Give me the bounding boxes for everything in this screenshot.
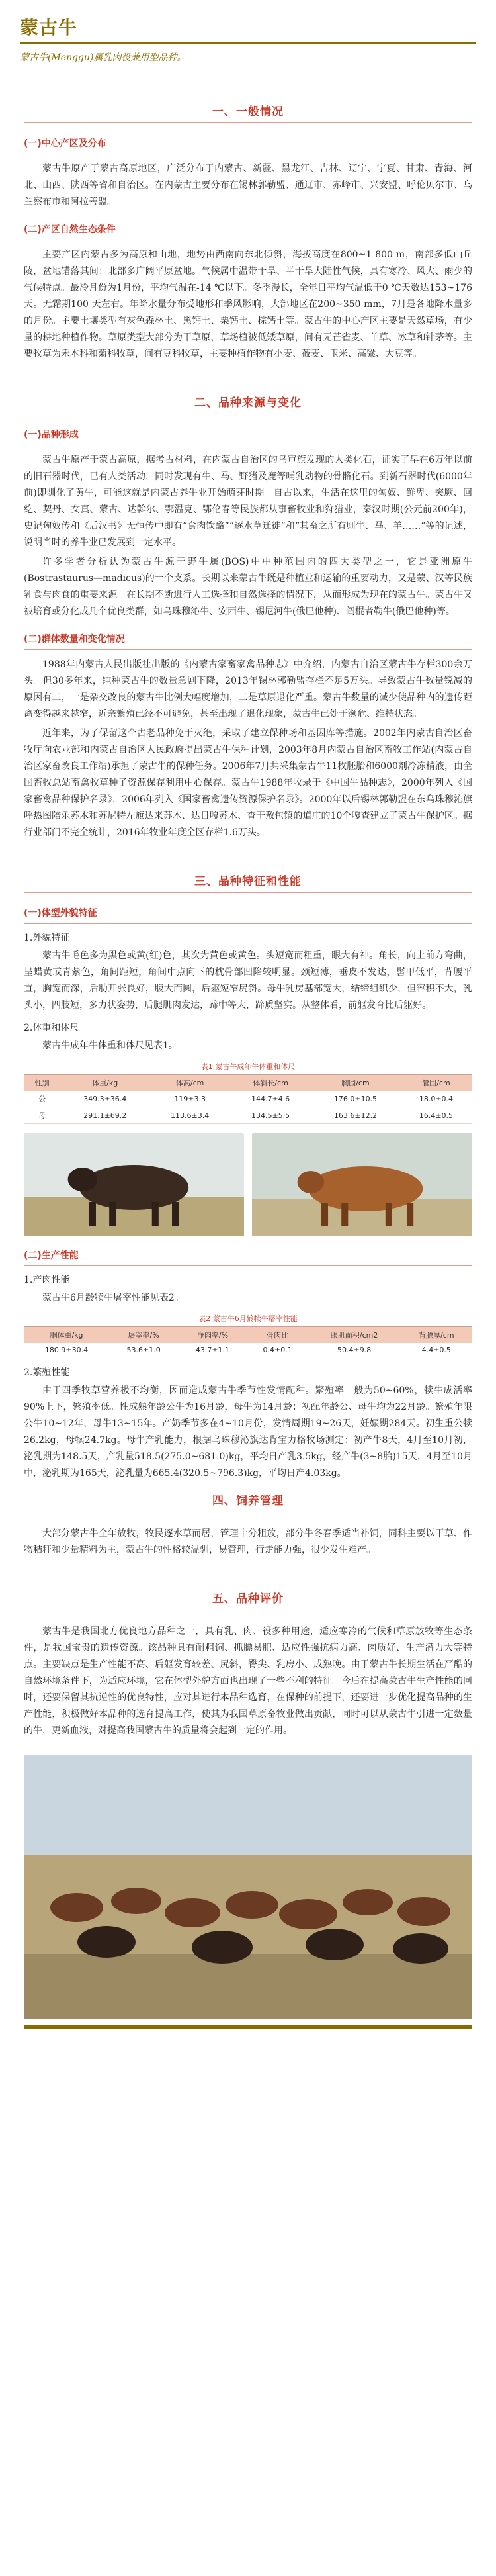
table-header-cell: 管围/cm: [400, 1075, 472, 1091]
table-cell: 113.6±3.4: [149, 1107, 230, 1124]
table-header-cell: 体高/cm: [149, 1075, 230, 1091]
table-cell: 0.4±0.1: [247, 1343, 308, 1357]
subheading-appearance: (一)体型外貌特征: [24, 908, 97, 919]
table-cell: 公: [24, 1091, 60, 1107]
table-header-cell: 骨肉比: [247, 1327, 308, 1344]
paragraph: 大部分蒙古牛全年放牧，牧民逐水草而居，管理十分粗放，部分牛冬春季适当补饲，同科主要以干草、作物秸秆和少量精料为主，蒙古牛的性格较温驯，易管理，行走能力强，很少发生难产。: [24, 1528, 472, 1555]
paragraph: 近年来，为了保留这个古老品种免于灭绝，采取了建立保种场和基因库等措施。2002年内蒙古自治区畜牧厅向农业部和内蒙古自治区人民政府提出蒙古牛保种计划，2003年8月内蒙古自治区畜牧工作站(内蒙古自治区家畜改良工作站)承担了蒙古牛的保种任务。2006年7月共采集蒙古牛11枚胚胎和6000剂冷冻精液，由全国畜牧总站畜禽牧草种子资源保存利用中心保存。蒙古牛1988年收录于《中国牛品种志》，2000年列入《国家畜禽品种保护名录》，2006年列入《国家畜禽遗传资源保护名录》。2000年以后锡林郭勒盟在东乌珠穆沁旗呼热图陪乐苏木和苏尼特左旗达来苏木、达日嘎苏木、查干敖包镇的道庄的10个嘎查建立了蒙古牛保护区。据行业部门不完全统计，2016年牧业年度全区存栏1.6万头。: [24, 728, 472, 838]
table-slaughter-performance: [24, 1326, 472, 1357]
subheading-rule: [24, 1265, 472, 1266]
table-header-cell: 体斜长/cm: [230, 1075, 311, 1091]
table-row: [24, 1343, 472, 1357]
footer-rule: [24, 2025, 472, 2029]
table-cell: 50.4±9.8: [308, 1343, 401, 1357]
table-header-row: [24, 1327, 472, 1344]
paragraph: 蒙古牛6月龄犊牛屠宰性能见表2。: [42, 1293, 184, 1303]
section-heading-evaluation: 五、品种评价: [212, 1592, 284, 1606]
cattle-photos: [24, 1133, 472, 1236]
table-header-cell: 胴体重/kg: [24, 1327, 109, 1344]
table-header-cell: 体重/kg: [60, 1075, 149, 1091]
paragraph: 蒙古牛成年牛体重和体尺见表1。: [42, 1040, 178, 1051]
title-rule: [20, 42, 476, 44]
table-header-cell: 胸围/cm: [311, 1075, 400, 1091]
table1-caption: 表1 蒙古牛成年牛体重和体尺: [200, 1062, 296, 1071]
table-header-row: [24, 1075, 472, 1091]
table-cell: 134.5±5.5: [230, 1107, 311, 1124]
table-body-measurements: [24, 1074, 472, 1124]
table-header-cell: 屠宰率/%: [109, 1327, 178, 1344]
table-cell: 176.0±10.5: [311, 1091, 400, 1107]
table-cell: 349.3±36.4: [60, 1091, 149, 1107]
subheading-population: (二)群体数量和变化情况: [24, 634, 125, 645]
section-rule: [24, 892, 472, 893]
subheading-rule: [24, 649, 472, 650]
paragraph: 蒙古牛是我国北方优良地方品种之一，具有乳、肉、役多种用途，适应寒冷的气候和草原放牧等生态条件，是我国宝贵的遗传资源。该品种具有耐粗饲、抓膘易肥、适应性强抗病力高、肉质好、生产潜力大等特点。主要缺点是生产性能不高、后躯发育较差、尻斜，臀尖、乳房小、成熟晚。由于蒙古牛长期生活在严酷的自然环境条件下，为适应环境，它在体型外貌方面也出现了一些不利的特征。今后在提高蒙古牛生产性能的同时，还要保留其抗逆性的优良特性，应对其进行本品种选育，在保种的前提下，还要进一步优化提高品种的生产性能，积极做好本品种的选育提高工作，使其为我国草原畜牧业做出贡献，同时可以从蒙古牛引进一定数量的牛，更新血液，对提高我国蒙古牛的质量将会起到一定的作用。: [24, 1626, 472, 1736]
paragraph: 由于四季牧草营养极不均衡，因而造成蒙古牛季节性发情配种。繁殖率一般为50~60%，犊牛成活率90%上下，繁殖率低。性成熟年龄公牛为16月龄，母牛为14月龄；初配年龄公、母牛均为22月龄。繁殖年限公牛10~12年，母牛13~15年。产奶季节多在4~10月份，发情周期19~26天，妊娠期284天。初生重公犊26.2kg，母犊24.7kg。母牛产乳能力，根据乌珠穆沁旗达肯宝力格牧场测定：初产牛8天，4月至10月初，泌乳期为148.5天，产乳量518.5(275.0~681.0)kg，平均日产乳3.5kg，经产牛(3~8胎)15天，4月至10月中，泌乳期为165天，泌乳量为665.4(320.5~796.3)kg，平均日产4.03kg。: [24, 1385, 472, 1479]
table-cell: 18.0±0.4: [400, 1091, 472, 1107]
section-heading-general: 一、一般情况: [212, 105, 284, 118]
bull-photo: [24, 1133, 244, 1236]
table-header-cell: 净肉率/%: [178, 1327, 247, 1344]
breed-title: 蒙古牛: [20, 17, 78, 38]
section-heading-characteristics: 三、品种特征和性能: [194, 875, 302, 888]
section-rule: [24, 122, 472, 123]
paragraph: 蒙古牛毛色多为黑色或黄(红)色，其次为黄色或黄色。头短宽而粗重，眼大有神。角长，向上前方弯曲，呈蜡黄或青紫色，角间距短，角间中点向下的枕骨部凹陷较明显。颈短薄，垂皮不发达，髻甲低平，背腰平直，胸宽而深，后肋开张良好，腹大而圆，后躯短窄尻斜。母牛乳房基部宽大，结缔组织少，但容积不大，乳头小，四肢短，多力状姿势，后腿肌肉发达，蹄中等大，蹄质坚实。从整体看，前躯发育比后躯好。: [24, 950, 472, 1011]
sub-subheading: 2.繁殖性能: [24, 1367, 70, 1378]
table-cell: 43.7±1.1: [178, 1343, 247, 1357]
section-heading-origin: 二、品种来源与变化: [194, 396, 302, 410]
table-header-cell: 背膘厚/cm: [401, 1327, 472, 1344]
herd-photo: [24, 1755, 472, 2019]
table-cell: 16.4±0.5: [400, 1107, 472, 1124]
table-cell: 144.7±4.6: [230, 1091, 311, 1107]
table-row: [24, 1107, 472, 1124]
table-cell: 4.4±0.5: [401, 1343, 472, 1357]
table-row: [24, 1091, 472, 1107]
table-cell: 291.1±69.2: [60, 1107, 149, 1124]
subheading-ecology: (二)产区自然生态条件: [24, 224, 116, 235]
sub-subheading: 2.体重和体尺: [24, 1023, 79, 1033]
table-header-cell: 眼肌面积/cm2: [308, 1327, 401, 1344]
table-cell: 163.6±12.2: [311, 1107, 400, 1124]
paragraph: 1988年内蒙古人民出版社出版的《内蒙古家畜家禽品种志》中介绍，内蒙古自治区蒙古牛存栏300余万头。但30多年来，纯种蒙古牛的数量急剧下降，2013年锡林郭勒盟存栏不足5万头。导致蒙古牛数量锐减的原因有二，一是杂交改良的蒙古牛比例大幅度增加，二是草原退化严重。蒙古牛数量的减少使品种内的遗传距离变得越来越窄，近亲繁殖已经不可避免，甚至出现了退化现象，蒙古牛已处于濒危、维持状态。: [24, 659, 472, 719]
table-cell: 180.9±30.4: [24, 1343, 109, 1357]
table-cell: 53.6±1.0: [109, 1343, 178, 1357]
table-cell: 119±3.3: [149, 1091, 230, 1107]
cow-photo: [252, 1133, 472, 1236]
subheading-rule: [24, 923, 472, 924]
paragraph: 蒙古牛原产于蒙古高原地区，广泛分布于内蒙古、新疆、黑龙江、吉林、辽宁、宁夏、甘肃、青海、河北、山西、陕西等省和自治区。在内蒙古主要分布在锡林郭勒盟、通辽市、赤峰市、兴安盟、呼伦贝尔市、乌兰察布市和阿拉善盟。: [24, 163, 472, 207]
article-body: [24, 78, 472, 2029]
breed-subtitle: 蒙古牛(Menggu)属乳肉役兼用型品种。: [20, 52, 186, 63]
table-cell: 母: [24, 1107, 60, 1124]
subheading-distribution: (一)中心产区及分布: [24, 138, 106, 149]
table-header-cell: 性别: [24, 1075, 60, 1091]
subheading-performance: (二)生产性能: [24, 1250, 79, 1261]
subheading-formation: (一)品种形成: [24, 430, 79, 440]
sub-subheading: 1.产肉性能: [24, 1275, 70, 1285]
section-heading-management: 四、饲养管理: [212, 1495, 284, 1508]
paragraph: 主要产区内蒙古多为高原和山地，地势由西南向东北倾斜，海拔高度在800~1 800 m，南部多低山丘陵，盆地错落其间；北部多广阔平原盆地。气候属中温带干旱、半干旱大陆性气候，具有寒冷、风大、雨少的气候特点。最冷月份为1月份，平均气温在-14 ℃以下。冬季漫长，全年日平均气温低于0 ℃天数达153~176 天。无霜期100 天左右。年降水量分布受地形和季风影响，大部地区在200~350 mm，7月是各地降水量多的月份。主要土壤类型有灰色森林土、黑钙土、栗钙土、棕钙土等。蒙古牛的中心产区主要是天然草场，有少量的耕地种植作物。草原类型大部分为干草原，草场植被低矮草原，间有无芒雀麦、羊草、冰草和针茅等。主要牧草为禾本科和菊科牧草，间有豆科牧草，主要种植作物有小麦、莜麦、玉米、高粱、大豆等。: [24, 250, 472, 359]
table2-caption: 表2 蒙古牛6月龄犊牛屠宰性能: [198, 1314, 298, 1323]
paragraph: 蒙古牛原产于蒙古高原，据考古材料，在内蒙古自治区的乌审旗发现的人类化石，证实了早在6万年以前的旧石器时代，已有人类活动，同时发现有牛、马、野猪及鹿等哺乳动物的骨骼化石。到新石器时代(6000年前)即驯化了黄牛，可能这就是内蒙古养牛业开始萌芽时期。自古以来，生活在这里的匈奴、鲜卑、突厥、回纥、契丹、女真、蒙古、达斡尔、鄂温克、鄂伦春等民族都从事畜牧业和狩猎业，秦汉时期(公元前200年)，史记匈奴传和《后汉书》无恒传中即有“食肉饮酪”“逐水草迁徙”和“其畜之所有则牛、马、羊……”等的记述，说明当时的养牛业已发展到一定水平。: [24, 455, 472, 548]
paragraph: 许多学者分析认为蒙古牛源于野牛属(BOS)中中种范围内的四大类型之一，它是亚洲原牛(Bostrastaurus—madicus)的一个支系。长期以来蒙古牛既是种植业和运输的重要动力，又是蒙、汉等民族乳食与肉食的重要来源。在长期不断进行人工选择和自然选择的情况下，从而形成为现在的蒙古牛。蒙古牛又被培育或分化成几个优良类群，如乌珠穆沁牛、安西牛、锡尼河牛(俄巴他种)、阎棍者勒牛(俄巴他种)等。: [24, 557, 472, 617]
page-header: [20, 13, 476, 70]
sub-subheading: 1.外貌特征: [24, 933, 70, 943]
